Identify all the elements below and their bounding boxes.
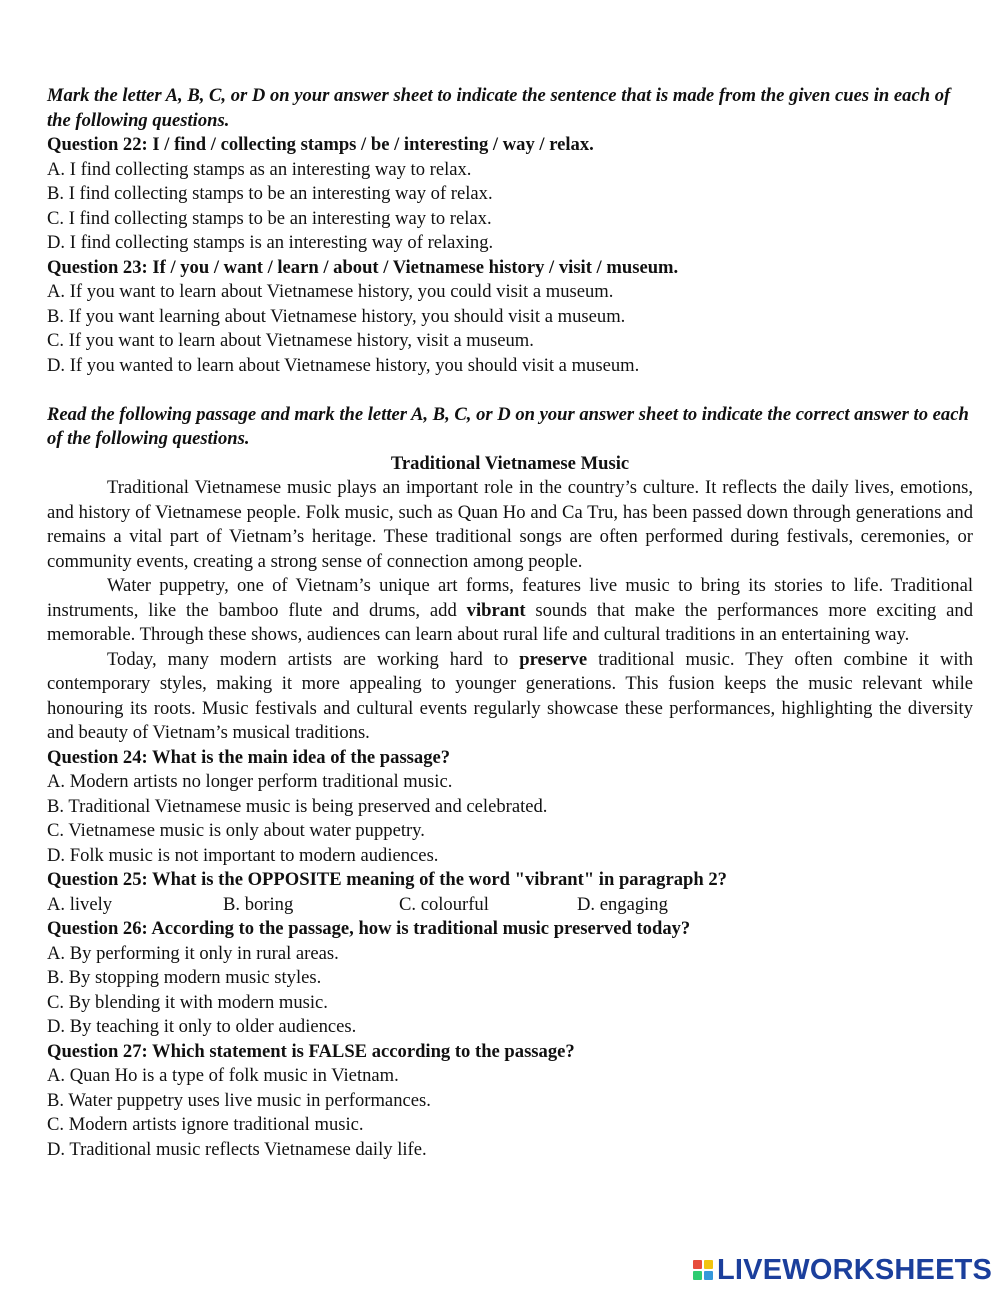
- question-26-stem: Question 26: According to the passage, how is traditional music preserved today?: [47, 918, 691, 939]
- question-23-option-c[interactable]: C. If you want to learn about Vietnamese history, visit a museum.: [47, 330, 534, 351]
- section-spacer: [47, 378, 973, 403]
- question-27-option-a[interactable]: A. Quan Ho is a type of folk music in Vietnam.: [47, 1065, 399, 1086]
- question-27-option-c[interactable]: C. Modern artists ignore traditional music.: [47, 1114, 364, 1135]
- question-22-option-b[interactable]: B. I find collecting stamps to be an interesting way of relax.: [47, 183, 493, 204]
- paragraph-3-text-after: traditional music. They often combine it with contemporary styles, making it more appealing to younger generations. This fusion keeps the music relevant while honouring its roots. Music festivals and cultural events regularly showcase these performances, highlighting the diversity and beauty of Vietnam’s musical traditions.: [47, 648, 973, 743]
- passage-paragraph-3: [47, 648, 973, 746]
- question-27-stem: Question 27: Which statement is FALSE according to the passage?: [47, 1040, 575, 1062]
- question-27-option-d[interactable]: D. Traditional music reflects Vietnamese daily life.: [47, 1138, 427, 1160]
- passage-paragraph-2: [47, 574, 973, 648]
- logo-block-blue: [704, 1271, 713, 1280]
- keyword-preserve: preserve: [519, 648, 588, 670]
- question-27-option-b[interactable]: B. Water puppetry uses live music in performances.: [47, 1089, 431, 1111]
- logo-block-green: [693, 1271, 702, 1280]
- question-22-stem: Question 22: I / find / collecting stamps / be / interesting / way / relax.: [47, 134, 594, 155]
- question-25-options: [47, 893, 973, 918]
- question-23-option-d[interactable]: D. If you wanted to learn about Vietnamese history, you should visit a museum.: [47, 354, 640, 376]
- paragraph-2-text-after: sounds that make the performances more exciting and memorable. Through these shows, audiences can learn about rural life and cultural traditions in an entertaining way.: [47, 599, 973, 645]
- paragraph-3-text-before: Today, many modern artists are working hard to: [107, 648, 520, 670]
- logo-block-yellow: [704, 1260, 713, 1269]
- question-23-option-b[interactable]: B. If you want learning about Vietnamese history, you should visit a museum.: [47, 305, 626, 327]
- instruction-section-1: Mark the letter A, B, C, or D on your answer sheet to indicate the sentence that is made from the given cues in each of the following questions.: [47, 85, 951, 131]
- keyword-vibrant: vibrant: [466, 599, 526, 621]
- question-25-option-a[interactable]: A. lively: [47, 893, 113, 915]
- question-22-option-d[interactable]: D. I find collecting stamps is an interesting way of relaxing.: [47, 232, 494, 253]
- question-24-option-a[interactable]: A. Modern artists no longer perform traditional music.: [47, 771, 453, 792]
- question-24-option-d[interactable]: D. Folk music is not important to modern audiences.: [47, 844, 439, 866]
- question-26-option-c[interactable]: C. By blending it with modern music.: [47, 991, 328, 1013]
- question-26-option-a[interactable]: A. By performing it only in rural areas.: [47, 942, 339, 964]
- question-23-option-a[interactable]: A. If you want to learn about Vietnamese history, you could visit a museum.: [47, 281, 614, 302]
- logo-block-red: [693, 1260, 702, 1269]
- question-24-stem: Question 24: What is the main idea of the passage?: [47, 746, 451, 768]
- question-22-option-a[interactable]: A. I find collecting stamps as an interesting way to relax.: [47, 158, 472, 180]
- question-25-option-c[interactable]: C. colourful: [399, 893, 489, 915]
- logo-blocks-icon: [693, 1260, 713, 1280]
- logo-text: LIVEWORKSHEETS: [717, 1253, 993, 1286]
- question-22-option-c[interactable]: C. I find collecting stamps to be an interesting way to relax.: [47, 207, 492, 229]
- question-25-option-d[interactable]: D. engaging: [577, 893, 668, 915]
- paragraph-2-text-before: Water puppetry, one of Vietnam’s unique art forms, features live music to bring its stories to life. Traditional instruments, like the bamboo flute and drums, add: [47, 575, 973, 621]
- passage-paragraph-1: Traditional Vietnamese music plays an important role in the country’s culture. It reflects the daily lives, emotions, and history of Vietnamese people. Folk music, such as Quan Ho and Ca Tru, has been passed down through generations and remains a vital part of Vietnam’s heritage. These traditional songs are often performed during festivals, ceremonies, or community events, creating a strong sense of connection among people.: [47, 477, 973, 572]
- question-24-option-c[interactable]: C. Vietnamese music is only about water puppetry.: [47, 820, 425, 841]
- question-25-option-b[interactable]: B. boring: [223, 893, 294, 915]
- worksheet-page: [47, 84, 973, 1162]
- liveworksheets-logo[interactable]: [693, 1255, 992, 1285]
- question-25-stem: Question 25: What is the OPPOSITE meaning of the word "vibrant" in paragraph 2?: [47, 869, 727, 890]
- question-26-option-b[interactable]: B. By stopping modern music styles.: [47, 967, 322, 988]
- question-26-option-d[interactable]: D. By teaching it only to older audiences.: [47, 1016, 357, 1037]
- instruction-section-2: Read the following passage and mark the letter A, B, C, or D on your answer sheet to indicate the correct answer to each of the following questions.: [47, 403, 969, 449]
- passage-title: Traditional Vietnamese Music: [390, 452, 630, 474]
- question-23-stem: Question 23: If / you / want / learn / about / Vietnamese history / visit / museum.: [47, 256, 679, 278]
- question-24-option-b[interactable]: B. Traditional Vietnamese music is being preserved and celebrated.: [47, 795, 548, 817]
